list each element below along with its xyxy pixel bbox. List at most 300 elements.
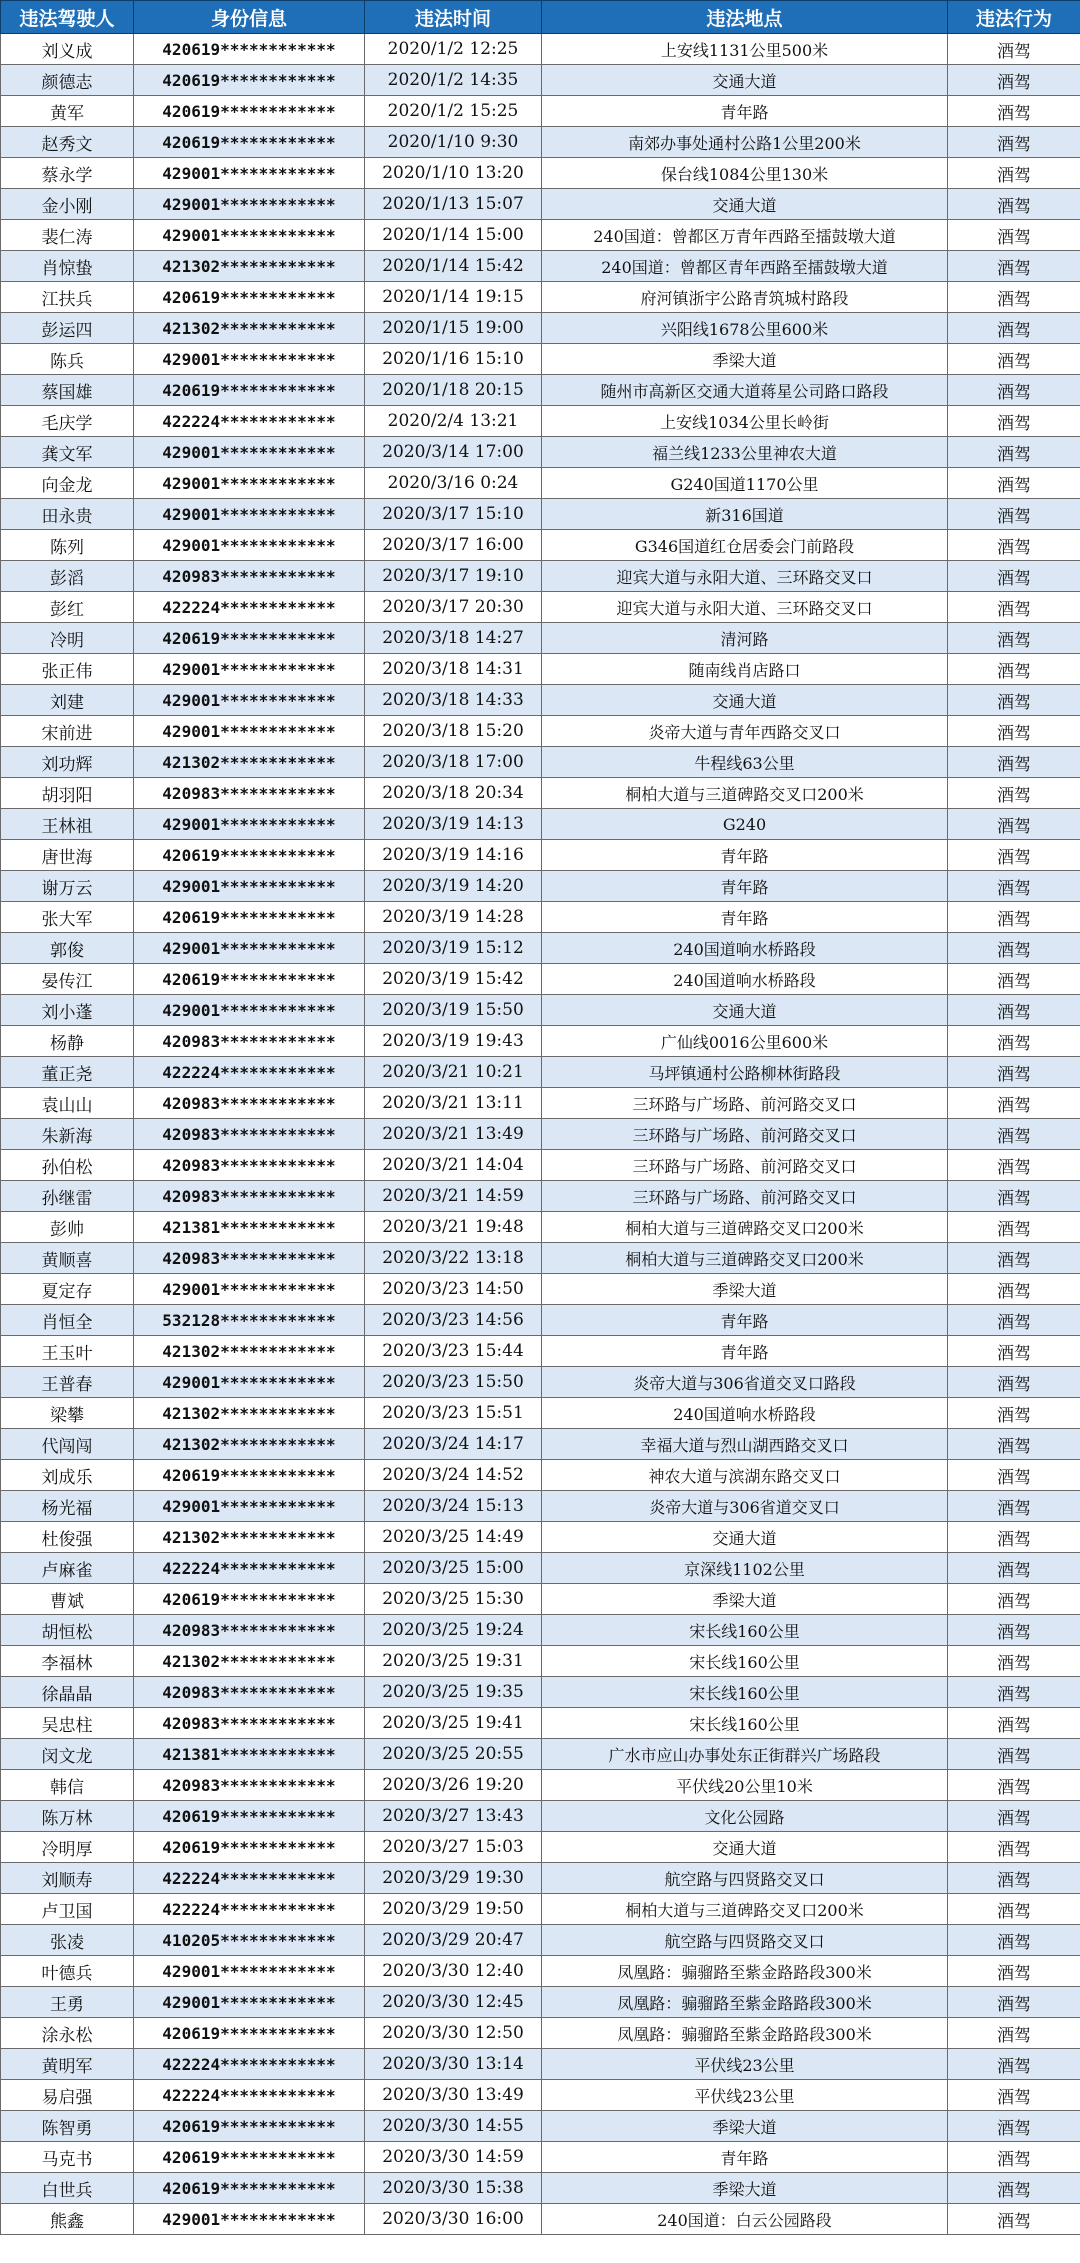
table-row xyxy=(1,220,1080,251)
location-cell: 平伏线23公里 xyxy=(542,2080,948,2111)
id-cell: 422224************ xyxy=(134,1863,365,1894)
violation-cell: 酒驾 xyxy=(948,871,1080,902)
violation-cell: 酒驾 xyxy=(948,623,1080,654)
location-cell: 炎帝大道与306省道交叉口 xyxy=(542,1491,948,1522)
violation-cell: 酒驾 xyxy=(948,437,1080,468)
table-row xyxy=(1,1770,1080,1801)
driver-cell: 晏传江 xyxy=(1,964,134,995)
location-cell: 青年路 xyxy=(542,1305,948,1336)
table-row xyxy=(1,1863,1080,1894)
driver-cell: 肖恒全 xyxy=(1,1305,134,1336)
time-cell: 2020/3/21 13:11 xyxy=(365,1088,542,1119)
time-cell: 2020/3/19 15:50 xyxy=(365,995,542,1026)
violation-cell: 酒驾 xyxy=(948,251,1080,282)
id-cell: 421381************ xyxy=(134,1739,365,1770)
table-row xyxy=(1,530,1080,561)
violation-cell: 酒驾 xyxy=(948,685,1080,716)
time-cell: 2020/3/25 19:24 xyxy=(365,1615,542,1646)
driver-cell: 杜俊强 xyxy=(1,1522,134,1553)
id-cell: 422224************ xyxy=(134,592,365,623)
driver-cell: 徐晶晶 xyxy=(1,1677,134,1708)
driver-cell: 唐世海 xyxy=(1,840,134,871)
time-cell: 2020/3/27 15:03 xyxy=(365,1832,542,1863)
table-row xyxy=(1,1987,1080,2018)
table-row xyxy=(1,1801,1080,1832)
violation-cell: 酒驾 xyxy=(948,1119,1080,1150)
violation-cell: 酒驾 xyxy=(948,1677,1080,1708)
id-cell: 421302************ xyxy=(134,1398,365,1429)
driver-cell: 郭俊 xyxy=(1,933,134,964)
time-cell: 2020/3/30 12:50 xyxy=(365,2018,542,2049)
driver-cell: 颜德志 xyxy=(1,65,134,96)
time-cell: 2020/3/23 15:51 xyxy=(365,1398,542,1429)
id-cell: 429001************ xyxy=(134,933,365,964)
violation-cell: 酒驾 xyxy=(948,1956,1080,1987)
location-cell: G346国道红仓居委会门前路段 xyxy=(542,530,948,561)
id-cell: 420619************ xyxy=(134,65,365,96)
driver-cell: 王林祖 xyxy=(1,809,134,840)
violation-cell: 酒驾 xyxy=(948,375,1080,406)
violation-cell: 酒驾 xyxy=(948,499,1080,530)
table-row xyxy=(1,437,1080,468)
violation-cell: 酒驾 xyxy=(948,809,1080,840)
table-row xyxy=(1,1739,1080,1770)
driver-cell: 刘建 xyxy=(1,685,134,716)
driver-cell: 王勇 xyxy=(1,1987,134,2018)
time-cell: 2020/3/21 10:21 xyxy=(365,1057,542,1088)
time-cell: 2020/3/19 14:28 xyxy=(365,902,542,933)
table-row xyxy=(1,592,1080,623)
driver-cell: 向金龙 xyxy=(1,468,134,499)
id-cell: 420619************ xyxy=(134,840,365,871)
violation-cell: 酒驾 xyxy=(948,933,1080,964)
id-cell: 429001************ xyxy=(134,530,365,561)
table-row xyxy=(1,1615,1080,1646)
id-cell: 420983************ xyxy=(134,1708,365,1739)
violation-cell: 酒驾 xyxy=(948,1491,1080,1522)
time-cell: 2020/3/19 14:13 xyxy=(365,809,542,840)
location-cell: 青年路 xyxy=(542,871,948,902)
driver-cell: 吴忠柱 xyxy=(1,1708,134,1739)
driver-cell: 彭运四 xyxy=(1,313,134,344)
id-cell: 420983************ xyxy=(134,561,365,592)
time-cell: 2020/3/29 19:50 xyxy=(365,1894,542,1925)
id-cell: 420983************ xyxy=(134,1181,365,1212)
location-cell: 桐柏大道与三道碑路交叉口200米 xyxy=(542,1212,948,1243)
location-cell: 马坪镇通村公路柳林街路段 xyxy=(542,1057,948,1088)
table-body xyxy=(1,34,1080,2235)
table-row xyxy=(1,1956,1080,1987)
table-row xyxy=(1,344,1080,375)
table-row xyxy=(1,1119,1080,1150)
id-cell: 420619************ xyxy=(134,282,365,313)
location-cell: 宋长线160公里 xyxy=(542,1708,948,1739)
driver-cell: 卢卫国 xyxy=(1,1894,134,1925)
violation-cell: 酒驾 xyxy=(948,1894,1080,1925)
time-cell: 2020/3/30 12:40 xyxy=(365,1956,542,1987)
driver-cell: 刘成乐 xyxy=(1,1460,134,1491)
id-cell: 421302************ xyxy=(134,1336,365,1367)
table-row xyxy=(1,1212,1080,1243)
driver-cell: 刘义成 xyxy=(1,34,134,65)
table-row xyxy=(1,1243,1080,1274)
id-cell: 421302************ xyxy=(134,1429,365,1460)
location-cell: 随南线肖店路口 xyxy=(542,654,948,685)
id-cell: 421302************ xyxy=(134,251,365,282)
driver-cell: 冷明 xyxy=(1,623,134,654)
time-cell: 2020/1/14 15:42 xyxy=(365,251,542,282)
time-cell: 2020/3/21 14:04 xyxy=(365,1150,542,1181)
location-cell: 凤凰路：骟骝路至紫金路路段300米 xyxy=(542,1987,948,2018)
violation-cell: 酒驾 xyxy=(948,1212,1080,1243)
violation-cell: 酒驾 xyxy=(948,995,1080,1026)
driver-cell: 陈列 xyxy=(1,530,134,561)
id-cell: 410205************ xyxy=(134,1925,365,1956)
location-cell: 交通大道 xyxy=(542,995,948,1026)
id-cell: 421302************ xyxy=(134,1522,365,1553)
time-cell: 2020/3/17 20:30 xyxy=(365,592,542,623)
violation-cell: 酒驾 xyxy=(948,313,1080,344)
id-cell: 429001************ xyxy=(134,1491,365,1522)
driver-cell: 孙继雷 xyxy=(1,1181,134,1212)
time-cell: 2020/3/23 15:50 xyxy=(365,1367,542,1398)
location-cell: 青年路 xyxy=(542,840,948,871)
time-cell: 2020/1/2 12:25 xyxy=(365,34,542,65)
table-row xyxy=(1,1274,1080,1305)
location-cell: 交通大道 xyxy=(542,1832,948,1863)
time-cell: 2020/3/17 15:10 xyxy=(365,499,542,530)
violation-cell: 酒驾 xyxy=(948,1832,1080,1863)
location-cell: 保台线1084公里130米 xyxy=(542,158,948,189)
driver-cell: 曹斌 xyxy=(1,1584,134,1615)
id-cell: 420619************ xyxy=(134,2142,365,2173)
table-row xyxy=(1,778,1080,809)
table-row xyxy=(1,375,1080,406)
driver-cell: 黄军 xyxy=(1,96,134,127)
table-row xyxy=(1,964,1080,995)
table-row xyxy=(1,2142,1080,2173)
violation-cell: 酒驾 xyxy=(948,65,1080,96)
violation-cell: 酒驾 xyxy=(948,1150,1080,1181)
id-cell: 422224************ xyxy=(134,1553,365,1584)
table-row xyxy=(1,1925,1080,1956)
driver-cell: 陈兵 xyxy=(1,344,134,375)
time-cell: 2020/3/27 13:43 xyxy=(365,1801,542,1832)
table-row xyxy=(1,1367,1080,1398)
violation-cell: 酒驾 xyxy=(948,747,1080,778)
time-cell: 2020/3/19 14:16 xyxy=(365,840,542,871)
table-row xyxy=(1,158,1080,189)
time-cell: 2020/3/25 15:30 xyxy=(365,1584,542,1615)
violation-cell: 酒驾 xyxy=(948,1553,1080,1584)
id-cell: 429001************ xyxy=(134,344,365,375)
location-cell: 航空路与四贤路交叉口 xyxy=(542,1863,948,1894)
driver-cell: 刘顺寿 xyxy=(1,1863,134,1894)
id-cell: 429001************ xyxy=(134,685,365,716)
location-cell: 青年路 xyxy=(542,1336,948,1367)
violation-cell: 酒驾 xyxy=(948,1739,1080,1770)
violation-cell: 酒驾 xyxy=(948,1305,1080,1336)
id-cell: 429001************ xyxy=(134,499,365,530)
table-row xyxy=(1,1677,1080,1708)
table-row xyxy=(1,1088,1080,1119)
table-row xyxy=(1,1398,1080,1429)
time-cell: 2020/1/2 14:35 xyxy=(365,65,542,96)
table-row xyxy=(1,747,1080,778)
table-row xyxy=(1,902,1080,933)
location-cell: 240国道响水桥路段 xyxy=(542,964,948,995)
driver-cell: 董正尧 xyxy=(1,1057,134,1088)
time-cell: 2020/3/30 14:55 xyxy=(365,2111,542,2142)
violation-cell: 酒驾 xyxy=(948,2018,1080,2049)
table-row xyxy=(1,716,1080,747)
driver-cell: 刘功辉 xyxy=(1,747,134,778)
time-cell: 2020/3/18 14:31 xyxy=(365,654,542,685)
table-row xyxy=(1,1460,1080,1491)
id-cell: 420619************ xyxy=(134,2018,365,2049)
location-cell: G240 xyxy=(542,809,948,840)
id-cell: 429001************ xyxy=(134,716,365,747)
header-row xyxy=(1,1,1080,34)
location-cell: 三环路与广场路、前河路交叉口 xyxy=(542,1150,948,1181)
time-cell: 2020/3/25 15:00 xyxy=(365,1553,542,1584)
id-cell: 420619************ xyxy=(134,375,365,406)
table-row xyxy=(1,1150,1080,1181)
location-cell: 青年路 xyxy=(542,902,948,933)
location-cell: 凤凰路：骟骝路至紫金路路段300米 xyxy=(542,1956,948,1987)
time-cell: 2020/3/17 16:00 xyxy=(365,530,542,561)
violation-cell: 酒驾 xyxy=(948,1646,1080,1677)
driver-cell: 梁攀 xyxy=(1,1398,134,1429)
table-row xyxy=(1,406,1080,437)
header-time: 违法时间 xyxy=(365,1,542,34)
table-row xyxy=(1,65,1080,96)
time-cell: 2020/3/17 19:10 xyxy=(365,561,542,592)
id-cell: 420619************ xyxy=(134,1801,365,1832)
violation-cell: 酒驾 xyxy=(948,34,1080,65)
time-cell: 2020/2/4 13:21 xyxy=(365,406,542,437)
location-cell: 牛程线63公里 xyxy=(542,747,948,778)
id-cell: 420983************ xyxy=(134,1119,365,1150)
driver-cell: 韩信 xyxy=(1,1770,134,1801)
violation-cell: 酒驾 xyxy=(948,1708,1080,1739)
violation-cell: 酒驾 xyxy=(948,1026,1080,1057)
time-cell: 2020/3/30 15:38 xyxy=(365,2173,542,2204)
location-cell: 随州市高新区交通大道蒋星公司路口路段 xyxy=(542,375,948,406)
time-cell: 2020/1/10 9:30 xyxy=(365,127,542,158)
table-row xyxy=(1,1553,1080,1584)
id-cell: 420983************ xyxy=(134,1770,365,1801)
location-cell: 幸福大道与烈山湖西路交叉口 xyxy=(542,1429,948,1460)
table-header xyxy=(1,1,1080,34)
table-row xyxy=(1,34,1080,65)
location-cell: 炎帝大道与306省道交叉口路段 xyxy=(542,1367,948,1398)
driver-cell: 胡羽阳 xyxy=(1,778,134,809)
location-cell: 桐柏大道与三道碑路交叉口200米 xyxy=(542,778,948,809)
violation-cell: 酒驾 xyxy=(948,2204,1080,2235)
id-cell: 422224************ xyxy=(134,1057,365,1088)
violation-cell: 酒驾 xyxy=(948,2173,1080,2204)
location-cell: 广仙线0016公里600米 xyxy=(542,1026,948,1057)
table-row xyxy=(1,251,1080,282)
id-cell: 420619************ xyxy=(134,2111,365,2142)
driver-cell: 李福林 xyxy=(1,1646,134,1677)
driver-cell: 刘小蓬 xyxy=(1,995,134,1026)
id-cell: 420983************ xyxy=(134,1088,365,1119)
time-cell: 2020/3/25 19:31 xyxy=(365,1646,542,1677)
violation-cell: 酒驾 xyxy=(948,468,1080,499)
violation-cell: 酒驾 xyxy=(948,2049,1080,2080)
driver-cell: 马克书 xyxy=(1,2142,134,2173)
location-cell: 交通大道 xyxy=(542,1522,948,1553)
driver-cell: 易启强 xyxy=(1,2080,134,2111)
violation-cell: 酒驾 xyxy=(948,1987,1080,2018)
table-row xyxy=(1,1894,1080,1925)
location-cell: 文化公园路 xyxy=(542,1801,948,1832)
violation-cell: 酒驾 xyxy=(948,1181,1080,1212)
location-cell: 迎宾大道与永阳大道、三环路交叉口 xyxy=(542,592,948,623)
driver-cell: 卢麻雀 xyxy=(1,1553,134,1584)
time-cell: 2020/1/18 20:15 xyxy=(365,375,542,406)
id-cell: 429001************ xyxy=(134,1956,365,1987)
header-violation: 违法行为 xyxy=(948,1,1080,34)
time-cell: 2020/3/18 14:27 xyxy=(365,623,542,654)
time-cell: 2020/3/14 17:00 xyxy=(365,437,542,468)
driver-cell: 陈智勇 xyxy=(1,2111,134,2142)
violation-cell: 酒驾 xyxy=(948,189,1080,220)
id-cell: 429001************ xyxy=(134,654,365,685)
violation-cell: 酒驾 xyxy=(948,282,1080,313)
table-row xyxy=(1,1832,1080,1863)
time-cell: 2020/3/30 14:59 xyxy=(365,2142,542,2173)
violation-cell: 酒驾 xyxy=(948,840,1080,871)
violation-cell: 酒驾 xyxy=(948,964,1080,995)
time-cell: 2020/3/23 15:44 xyxy=(365,1336,542,1367)
location-cell: 三环路与广场路、前河路交叉口 xyxy=(542,1181,948,1212)
violation-cell: 酒驾 xyxy=(948,127,1080,158)
location-cell: 上安线1131公里500米 xyxy=(542,34,948,65)
driver-cell: 王普春 xyxy=(1,1367,134,1398)
id-cell: 429001************ xyxy=(134,2204,365,2235)
time-cell: 2020/3/29 19:30 xyxy=(365,1863,542,1894)
time-cell: 2020/3/19 19:43 xyxy=(365,1026,542,1057)
id-cell: 420619************ xyxy=(134,1584,365,1615)
time-cell: 2020/3/24 14:52 xyxy=(365,1460,542,1491)
time-cell: 2020/3/30 12:45 xyxy=(365,1987,542,2018)
location-cell: 清河路 xyxy=(542,623,948,654)
driver-cell: 代闯闯 xyxy=(1,1429,134,1460)
table-row xyxy=(1,561,1080,592)
time-cell: 2020/1/16 15:10 xyxy=(365,344,542,375)
time-cell: 2020/3/24 14:17 xyxy=(365,1429,542,1460)
violation-cell: 酒驾 xyxy=(948,1863,1080,1894)
time-cell: 2020/3/25 14:49 xyxy=(365,1522,542,1553)
table-row xyxy=(1,871,1080,902)
id-cell: 429001************ xyxy=(134,220,365,251)
driver-cell: 杨静 xyxy=(1,1026,134,1057)
id-cell: 421302************ xyxy=(134,313,365,344)
violation-cell: 酒驾 xyxy=(948,96,1080,127)
location-cell: 宋长线160公里 xyxy=(542,1677,948,1708)
id-cell: 421381************ xyxy=(134,1212,365,1243)
table-row xyxy=(1,1026,1080,1057)
time-cell: 2020/3/18 20:34 xyxy=(365,778,542,809)
table-row xyxy=(1,809,1080,840)
location-cell: 季梁大道 xyxy=(542,344,948,375)
violation-cell: 酒驾 xyxy=(948,902,1080,933)
id-cell: 420619************ xyxy=(134,2173,365,2204)
violation-cell: 酒驾 xyxy=(948,1398,1080,1429)
time-cell: 2020/3/30 13:14 xyxy=(365,2049,542,2080)
id-cell: 421302************ xyxy=(134,747,365,778)
driver-cell: 赵秀文 xyxy=(1,127,134,158)
id-cell: 429001************ xyxy=(134,437,365,468)
driver-cell: 田永贵 xyxy=(1,499,134,530)
id-cell: 420619************ xyxy=(134,902,365,933)
header-location: 违法地点 xyxy=(542,1,948,34)
driver-cell: 熊鑫 xyxy=(1,2204,134,2235)
location-cell: 青年路 xyxy=(542,96,948,127)
location-cell: 240国道：曾都区青年西路至擂鼓墩大道 xyxy=(542,251,948,282)
driver-cell: 白世兵 xyxy=(1,2173,134,2204)
location-cell: 三环路与广场路、前河路交叉口 xyxy=(542,1088,948,1119)
driver-cell: 张正伟 xyxy=(1,654,134,685)
id-cell: 429001************ xyxy=(134,468,365,499)
table-row xyxy=(1,2111,1080,2142)
driver-cell: 宋前进 xyxy=(1,716,134,747)
time-cell: 2020/3/19 15:42 xyxy=(365,964,542,995)
id-cell: 429001************ xyxy=(134,158,365,189)
id-cell: 429001************ xyxy=(134,871,365,902)
driver-cell: 谢万云 xyxy=(1,871,134,902)
violation-cell: 酒驾 xyxy=(948,220,1080,251)
time-cell: 2020/3/21 19:48 xyxy=(365,1212,542,1243)
violation-cell: 酒驾 xyxy=(948,1522,1080,1553)
location-cell: 交通大道 xyxy=(542,685,948,716)
time-cell: 2020/3/29 20:47 xyxy=(365,1925,542,1956)
id-cell: 421302************ xyxy=(134,1646,365,1677)
driver-cell: 毛庆学 xyxy=(1,406,134,437)
location-cell: 240国道：白云公园路段 xyxy=(542,2204,948,2235)
violation-cell: 酒驾 xyxy=(948,2111,1080,2142)
driver-cell: 涂永松 xyxy=(1,2018,134,2049)
location-cell: 交通大道 xyxy=(542,65,948,96)
driver-cell: 夏定存 xyxy=(1,1274,134,1305)
time-cell: 2020/1/15 19:00 xyxy=(365,313,542,344)
driver-cell: 彭帅 xyxy=(1,1212,134,1243)
driver-cell: 王玉叶 xyxy=(1,1336,134,1367)
id-cell: 429001************ xyxy=(134,1987,365,2018)
driver-cell: 陈万林 xyxy=(1,1801,134,1832)
table-row xyxy=(1,313,1080,344)
location-cell: 兴阳线1678公里600米 xyxy=(542,313,948,344)
location-cell: 神农大道与滨湖东路交叉口 xyxy=(542,1460,948,1491)
violation-cell: 酒驾 xyxy=(948,1615,1080,1646)
id-cell: 420983************ xyxy=(134,1150,365,1181)
violation-cell: 酒驾 xyxy=(948,1243,1080,1274)
id-cell: 420983************ xyxy=(134,1243,365,1274)
id-cell: 422224************ xyxy=(134,2080,365,2111)
table-row xyxy=(1,468,1080,499)
violation-cell: 酒驾 xyxy=(948,158,1080,189)
location-cell: 季梁大道 xyxy=(542,1274,948,1305)
driver-cell: 蔡永学 xyxy=(1,158,134,189)
table-row xyxy=(1,1491,1080,1522)
violation-cell: 酒驾 xyxy=(948,561,1080,592)
driver-cell: 闵文龙 xyxy=(1,1739,134,1770)
violation-cell: 酒驾 xyxy=(948,1925,1080,1956)
time-cell: 2020/3/30 13:49 xyxy=(365,2080,542,2111)
